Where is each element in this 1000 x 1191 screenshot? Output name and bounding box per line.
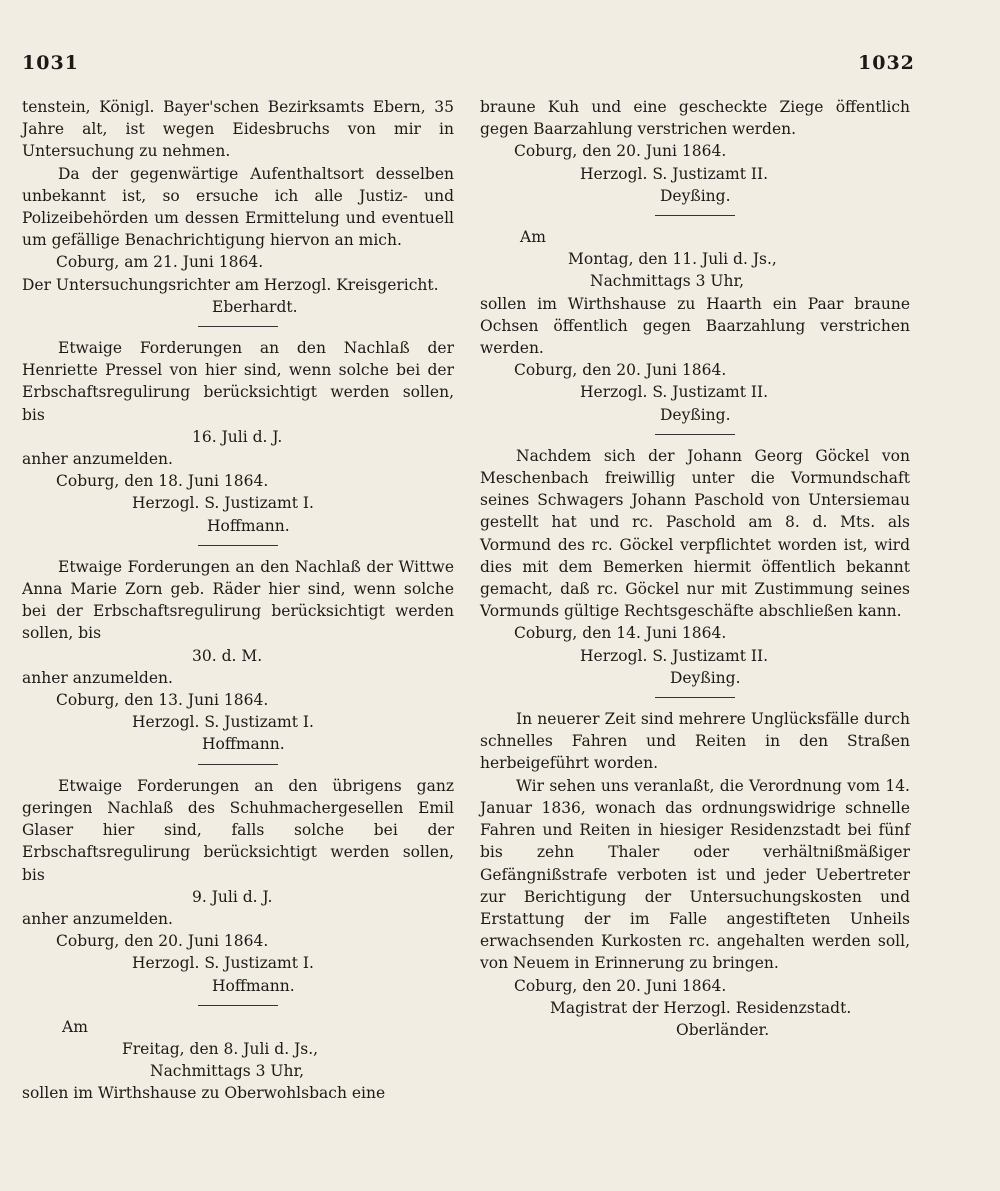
notice-r2-day: Montag, den 11. Juli d. Js., xyxy=(568,250,777,269)
notice-r2-time: Nachmittags 3 Uhr, xyxy=(590,272,745,291)
notice-r4-date: Coburg, den 20. Juni 1864. xyxy=(514,976,727,995)
notice-3-date: Coburg, den 13. Juni 1864. xyxy=(56,691,269,710)
notice-r1-text: braune Kuh und eine gescheckte Ziege öffentlich gegen Baarzahlung verstrichen werden. xyxy=(480,98,910,139)
notice-r2-office: Herzogl. S. Justizamt II. xyxy=(580,383,769,402)
notice-r3-text: Nachdem sich der Johann Georg Göckel von Meschenbach freiwillig unter die Vormundschaft seines Schwagers Johann Paschold von Untersiemau gestellt hat und rc. Paschold am 8. d. Mts. als Vormund des rc. Göckel verpflichtet worden ist, wird dies mit dem Bemerken hiermit öffentlich bekannt gemacht, daß rc. Göckel nur mit Zustimmung seines Vormunds gültige Rechtsgeschäfte abschließen kann. xyxy=(480,446,910,621)
right-column xyxy=(480,96,910,1041)
notice-1-signature: Eberhardt. xyxy=(212,297,298,316)
notice-r4-text: In neuerer Zeit sind mehrere Unglücksfälle durch schnelles Fahren und Reiten in den Straßen herbeigeführt worden. xyxy=(480,710,910,773)
left-column xyxy=(22,96,454,1105)
notice-1-text-2: Da der gegenwärtige Aufenthaltsort desselben unbekannt ist, so ersuche ich alle Justiz- und Polizeibehörden um dessen Ermittelung und eventuell um gefällige Benachrichtigung hiervon an mich. xyxy=(22,164,454,250)
notice-1-office: Der Untersuchungsrichter am Herzogl. Kreisgericht. xyxy=(22,275,439,294)
notice-2-signature: Hoffmann. xyxy=(207,516,290,535)
notice-r4-text-2: Wir sehen uns veranlaßt, die Verordnung vom 14. Januar 1836, wonach das ordnungswidrige schnelle Fahren und Reiten in hiesiger Residenzstadt bei fünf bis zehn Thaler oder verhältnißmäßiger Gefängnißstrafe verboten ist und jeder Uebertreter zur Berichtigung der Untersuchungskosten und Erstattung der im Falle angestifteten Unheils erwachsenden Kurkosten rc. angehalten werden soll, von Neuem in Erinnerung zu bringen. xyxy=(480,776,910,973)
notice-r2-am: Am xyxy=(520,228,546,247)
notice-4-signature: Hoffmann. xyxy=(212,976,295,995)
divider xyxy=(655,434,735,435)
notice-2-deadline: 16. Juli d. J. xyxy=(192,427,283,446)
notice-1-text: tenstein, Königl. Bayer'schen Bezirksamts Ebern, 35 Jahre alt, ist wegen Eidesbruchs von mir in Untersuchung zu nehmen. xyxy=(22,98,454,161)
notice-r1-office: Herzogl. S. Justizamt II. xyxy=(580,164,769,183)
divider xyxy=(198,1005,278,1006)
notice-3-text: Etwaige Forderungen an den Nachlaß der Wittwe Anna Marie Zorn geb. Räder hier sind, wenn solche bei der Erbschaftsregulirung berücksichtigt werden sollen, bis xyxy=(22,557,454,643)
divider xyxy=(198,764,278,765)
notice-2-date: Coburg, den 18. Juni 1864. xyxy=(56,472,269,491)
divider xyxy=(198,326,278,327)
divider xyxy=(655,215,735,216)
notice-2-tail: anher anzumelden. xyxy=(22,450,173,469)
notice-r2-text: sollen im Wirthshause zu Haarth ein Paar braune Ochsen öffentlich gegen Baarzahlung verstrichen werden. xyxy=(480,294,910,358)
notice-r1-date: Coburg, den 20. Juni 1864. xyxy=(514,142,727,161)
notice-3-office: Herzogl. S. Justizamt I. xyxy=(132,713,314,732)
notice-5-text: sollen im Wirthshause zu Oberwohlsbach eine xyxy=(22,1084,386,1103)
divider xyxy=(655,697,735,698)
notice-r3-date: Coburg, den 14. Juni 1864. xyxy=(514,624,727,643)
notice-r2-signature: Deyßing. xyxy=(660,405,731,424)
notice-5-time: Nachmittags 3 Uhr, xyxy=(150,1062,305,1081)
notice-r1-signature: Deyßing. xyxy=(660,186,731,205)
notice-r3-office: Herzogl. S. Justizamt II. xyxy=(580,646,769,665)
page-number-left: 1031 xyxy=(22,52,79,74)
notice-5-day: Freitag, den 8. Juli d. Js., xyxy=(122,1039,319,1058)
divider xyxy=(198,545,278,546)
notice-4-date: Coburg, den 20. Juni 1864. xyxy=(56,932,269,951)
notice-4-deadline: 9. Juli d. J. xyxy=(192,887,273,906)
notice-4-text: Etwaige Forderungen an den übrigens ganz geringen Nachlaß des Schuhmachergesellen Emil Glaser hier sind, falls solche bei der Erbschaftsregulirung berücksichtigt werden sollen, bis xyxy=(22,776,454,884)
notice-3-deadline: 30. d. M. xyxy=(192,646,263,665)
notice-4-tail: anher anzumelden. xyxy=(22,909,173,928)
notice-4-office: Herzogl. S. Justizamt I. xyxy=(132,954,314,973)
notice-r3-signature: Deyßing. xyxy=(670,668,741,687)
notice-r4-signature: Oberländer. xyxy=(676,1020,770,1039)
notice-r4-office: Magistrat der Herzogl. Residenzstadt. xyxy=(550,998,852,1017)
notice-2-text: Etwaige Forderungen an den Nachlaß der Henriette Pressel von hier sind, wenn solche bei der Erbschaftsregulirung berücksichtigt werden sollen, bis xyxy=(22,339,454,424)
notice-5-am: Am xyxy=(62,1017,88,1036)
notice-3-tail: anher anzumelden. xyxy=(22,668,173,687)
notice-2-office: Herzogl. S. Justizamt I. xyxy=(132,494,314,513)
notice-1-date: Coburg, am 21. Juni 1864. xyxy=(56,253,264,272)
page-number-right: 1032 xyxy=(858,52,915,74)
notice-r2-date: Coburg, den 20. Juni 1864. xyxy=(514,361,727,380)
notice-3-signature: Hoffmann. xyxy=(202,735,285,754)
